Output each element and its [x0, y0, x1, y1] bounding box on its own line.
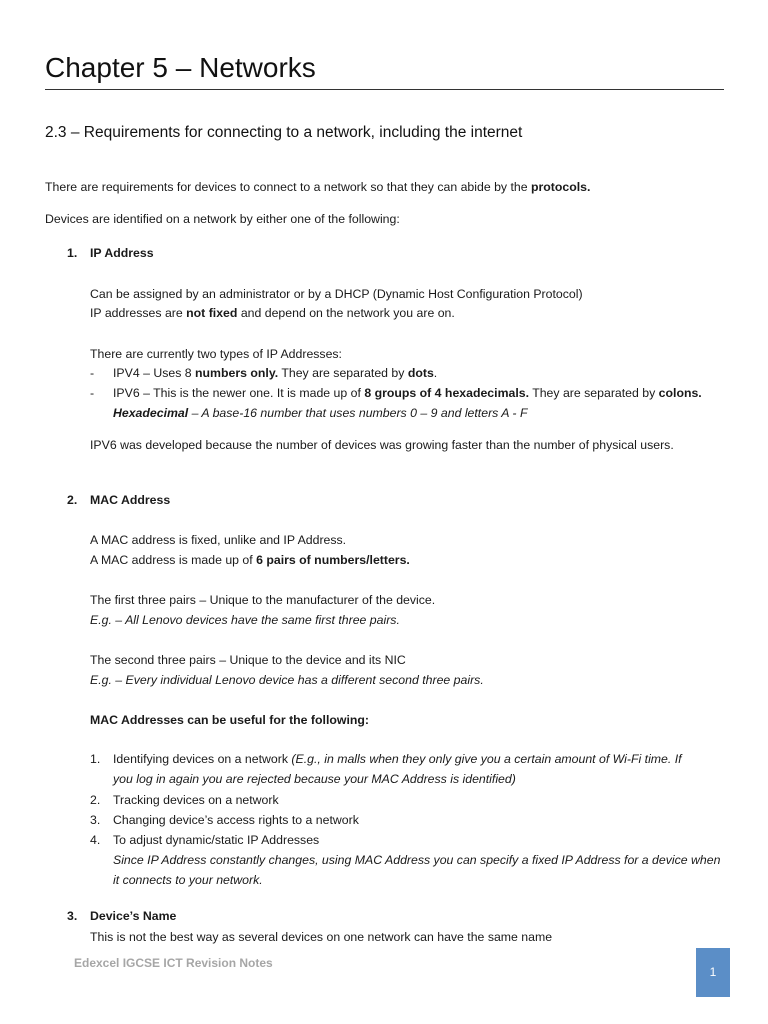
use-example: (E.g., in malls when they only give you a certain amount of Wi-Fi time. If — [291, 752, 682, 766]
device-section-number: 3. — [67, 909, 78, 923]
second-pairs-text: The second three pairs – Unique to the device and its NIC — [90, 653, 406, 667]
mac-uses-heading: MAC Addresses can be useful for the following: — [90, 713, 369, 727]
ip-types-intro: There are currently two types of IP Addresses: — [90, 347, 342, 361]
dots-term: dots — [407, 366, 434, 380]
ipv6-reason: IPV6 was developed because the number of devices was growing faster than the number of physical users. — [90, 438, 674, 452]
title-underline — [45, 89, 724, 90]
section-title: 2.3 – Requirements for connecting to a network, including the internet — [45, 124, 523, 141]
text-span: They are separated by — [529, 386, 659, 400]
ip-section-heading: IP Address — [90, 246, 154, 260]
use-item-number: 4. — [90, 833, 101, 847]
ipv4-text — [113, 365, 437, 382]
text-span: . — [433, 366, 438, 380]
page-number: 1 — [709, 965, 717, 979]
mac-pairs-text — [90, 552, 410, 569]
device-section-heading: Device’s Name — [90, 909, 177, 923]
use-example-continued: you log in again you are rejected because your MAC Address is identified) — [113, 772, 516, 786]
use-example-continued: it connects to your network. — [113, 873, 263, 887]
hexadecimal-definition — [113, 405, 527, 422]
page-number-box — [696, 948, 730, 997]
ip-assignment-text: Can be assigned by an administrator or by a DHCP (Dynamic Host Configuration Protocol) — [90, 287, 583, 301]
hexadecimal-term: Hexadecimal — [113, 406, 189, 420]
colons-term: colons. — [658, 386, 702, 400]
text-span: A MAC address is made up of — [90, 553, 257, 567]
chapter-title: Chapter 5 – Networks — [45, 52, 316, 83]
intro-paragraph — [45, 179, 590, 196]
mac-fixed-text: A MAC address is fixed, unlike and IP Address. — [90, 533, 347, 547]
ipv4-bullet: - — [90, 366, 95, 380]
protocols-term: protocols. — [531, 180, 591, 194]
not-fixed-term: not fixed — [186, 306, 238, 320]
identification-paragraph: Devices are identified on a network by either one of the following: — [45, 212, 400, 226]
ip-not-fixed-text — [90, 305, 455, 322]
hex-groups-term: 8 groups of 4 hexadecimals. — [364, 386, 530, 400]
numbers-only-term: numbers only. — [195, 366, 279, 380]
pairs-term: 6 pairs of numbers/letters. — [256, 553, 410, 567]
first-pairs-text: The first three pairs – Unique to the manufacturer of the device. — [90, 593, 436, 607]
ipv6-text — [113, 385, 702, 402]
mac-section-number: 2. — [67, 493, 78, 507]
ip-section-number: 1. — [67, 246, 78, 260]
text-span: Identifying devices on a network — [113, 752, 292, 766]
use-item-number: 1. — [90, 752, 101, 766]
text-span: IPV4 – Uses 8 — [113, 366, 196, 380]
text-span: IP addresses are — [90, 306, 187, 320]
first-pairs-example: E.g. – All Lenovo devices have the same first three pairs. — [90, 613, 400, 627]
second-pairs-example: E.g. – Every individual Lenovo device has a different second three pairs. — [90, 673, 484, 687]
text-span: – A base-16 number that uses numbers 0 – 9 and letters A - F — [188, 406, 528, 420]
use-item-text: Tracking devices on a network — [113, 793, 279, 807]
text-span: and depend on the network you are on. — [237, 306, 455, 320]
use-item-text: Changing device’s access rights to a network — [113, 813, 359, 827]
use-item-text — [113, 751, 682, 768]
text-span: IPV6 – This is the newer one. It is made up of — [113, 386, 365, 400]
use-item-text: To adjust dynamic/static IP Addresses — [113, 833, 320, 847]
footer-label: Edexcel IGCSE ICT Revision Notes — [74, 956, 273, 970]
text-span: They are separated by — [278, 366, 408, 380]
intro-text: There are requirements for devices to connect to a network so that they can abide by the — [45, 180, 531, 194]
use-item-number: 3. — [90, 813, 101, 827]
mac-section-heading: MAC Address — [90, 493, 171, 507]
use-example: Since IP Address constantly changes, using MAC Address you can specify a fixed IP Address for a device when — [113, 853, 721, 867]
device-name-text: This is not the best way as several devices on one network can have the same name — [90, 930, 553, 944]
ipv6-bullet: - — [90, 386, 95, 400]
use-item-number: 2. — [90, 793, 101, 807]
